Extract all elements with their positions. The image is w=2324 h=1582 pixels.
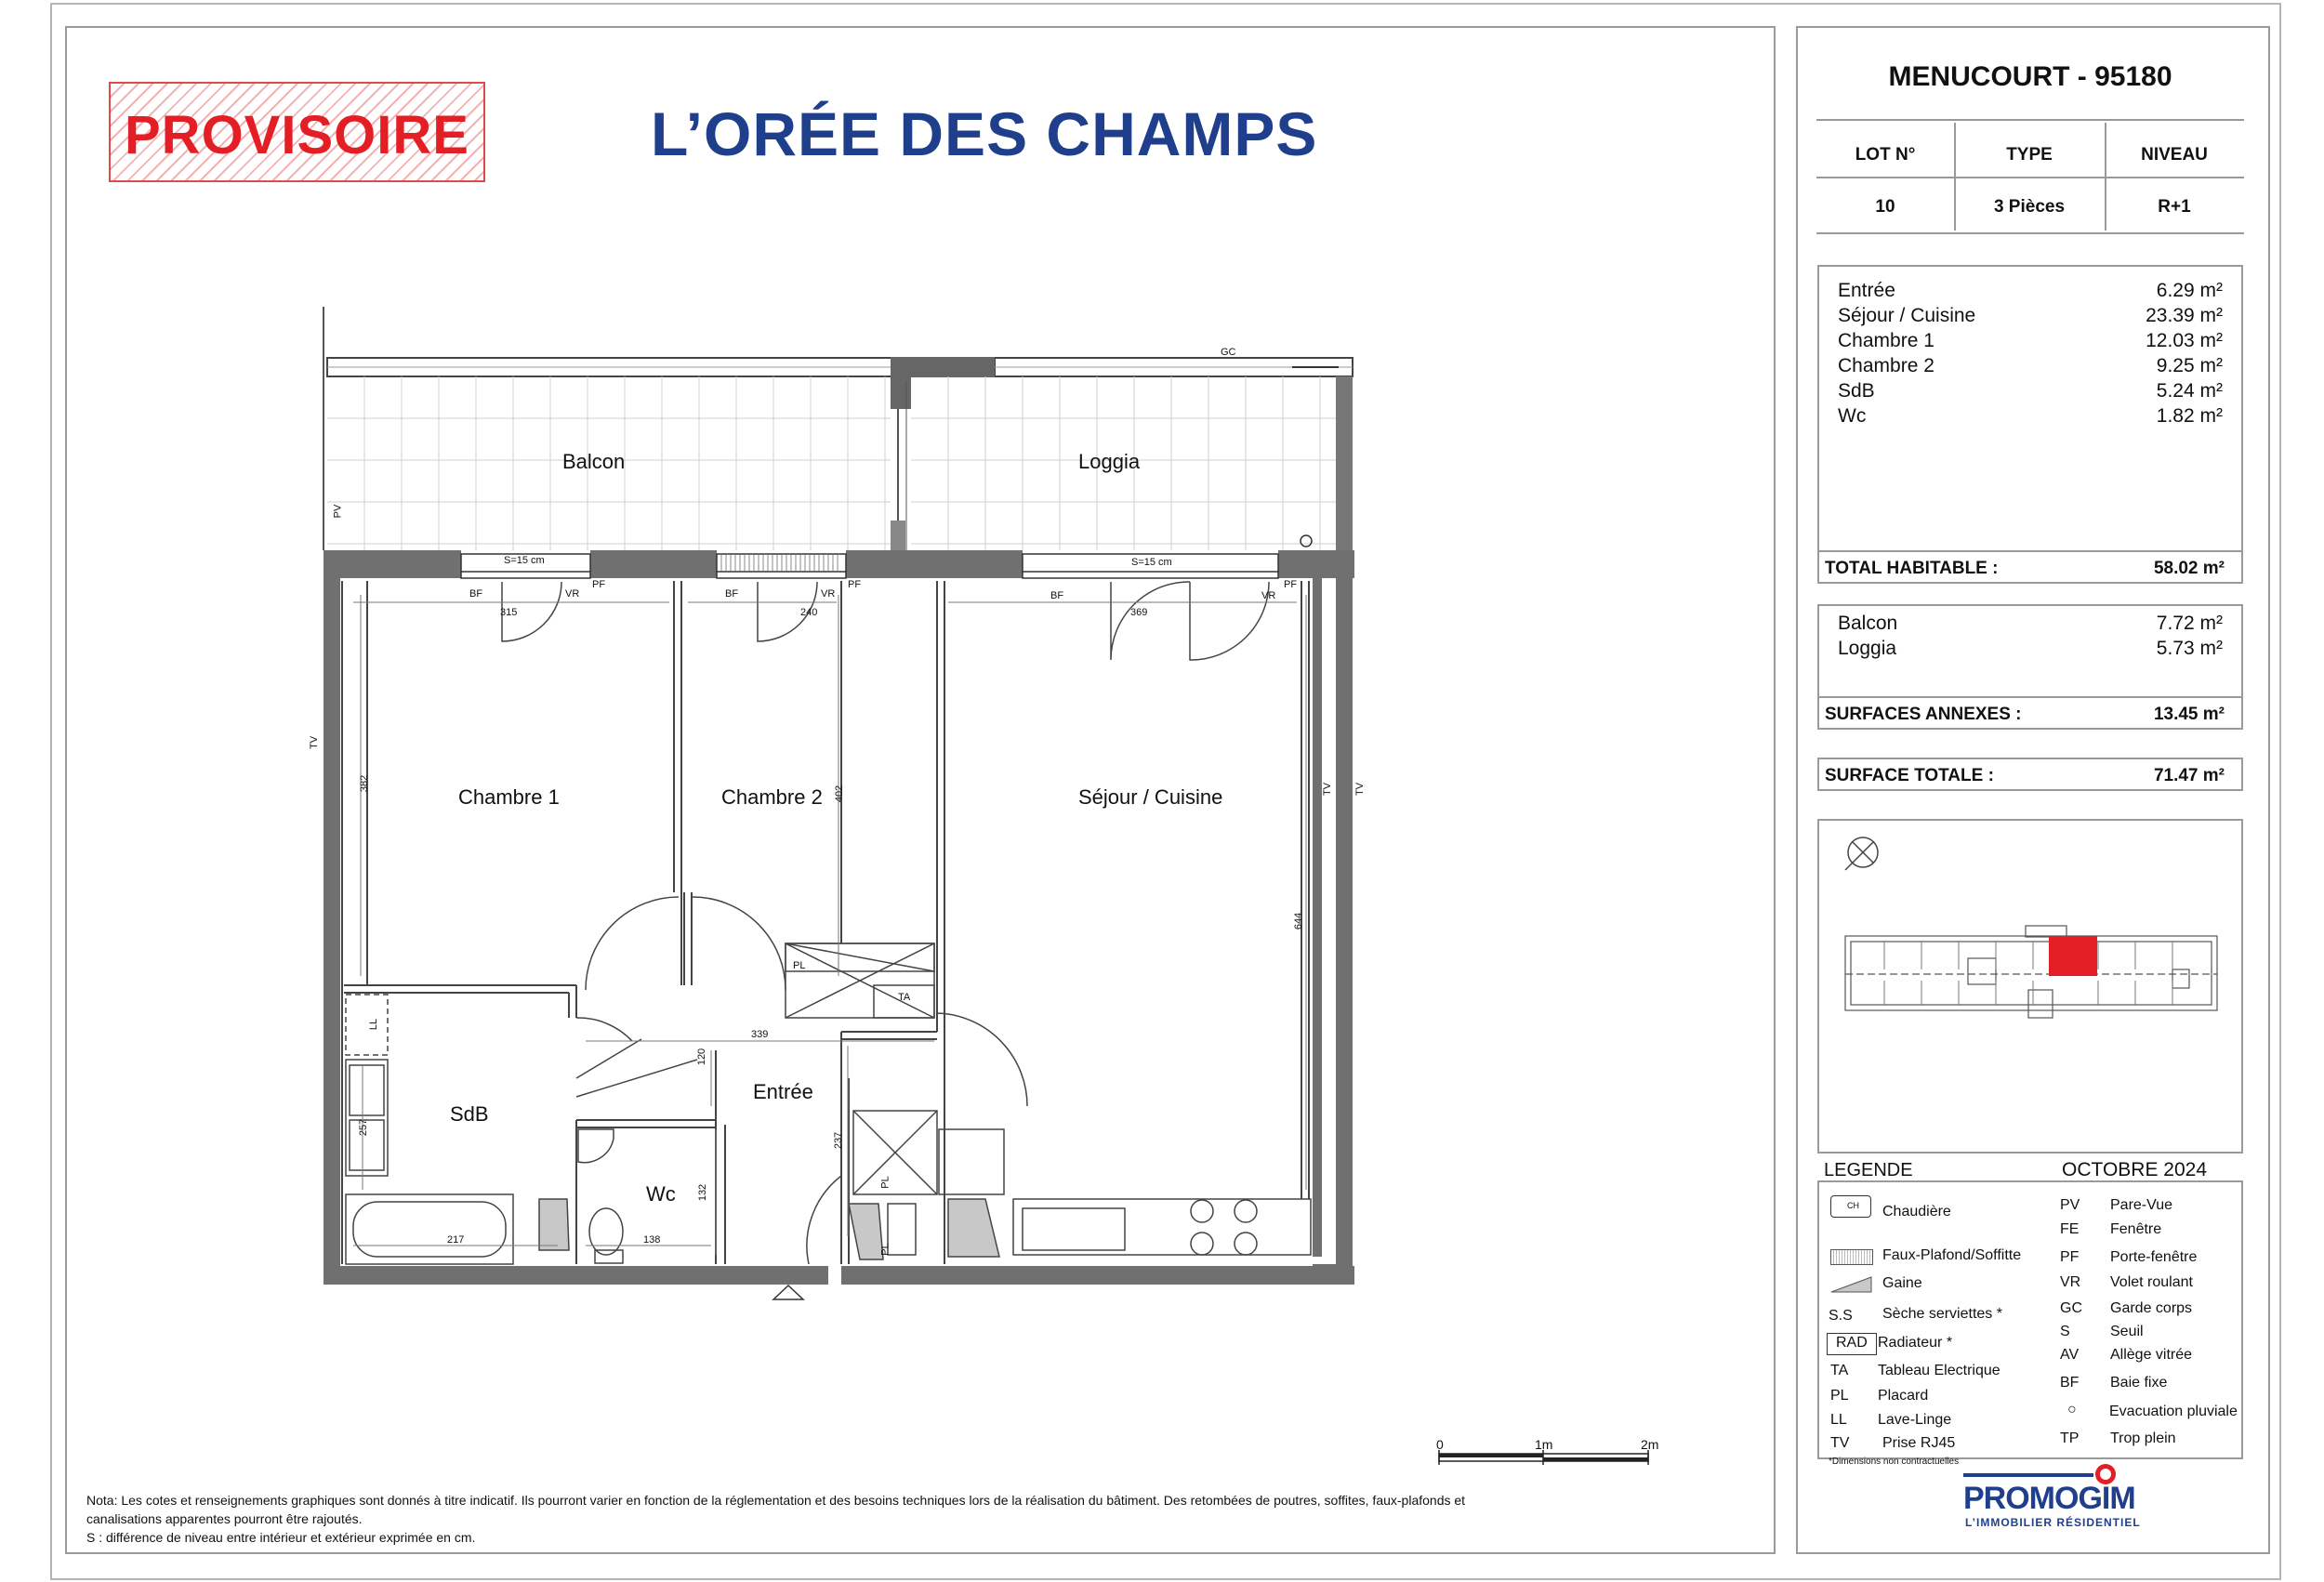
- label-pf-3: PF: [1284, 579, 1298, 590]
- room-label-wc: Wc: [646, 1182, 676, 1206]
- area-label-entree: Entrée: [1838, 280, 1895, 301]
- annex-value-balcon: 7.72 m²: [2156, 613, 2223, 634]
- faux-plafond-icon: [1830, 1249, 1873, 1265]
- label-vr-2: VR: [821, 588, 836, 600]
- label-pv: PV: [332, 504, 344, 519]
- dim-217: 217: [447, 1234, 465, 1246]
- room-label-balcon: Balcon: [562, 450, 626, 473]
- legend-note: *Dimensions non contractuelles: [1829, 1457, 1960, 1467]
- area-label-sejour: Séjour / Cuisine: [1838, 305, 1976, 326]
- interior-walls: [342, 581, 1309, 1264]
- dim-644: 644: [1293, 912, 1305, 930]
- evacuation-pluviale-icon: ○: [2067, 1402, 2077, 1417]
- label-pl-3: PL: [879, 1243, 891, 1256]
- legend-code-pl: PL: [1830, 1388, 1849, 1404]
- total-habitable-value: 58.02 m²: [2153, 559, 2225, 578]
- room-label-loggia: Loggia: [1078, 450, 1141, 473]
- surfaces-annexes-value: 13.45 m²: [2153, 705, 2225, 724]
- lot-table: [1816, 123, 2244, 234]
- footer-note-line2: canalisations apparentes pourront être rajoutés.: [86, 1511, 363, 1526]
- balcony-area: [324, 307, 1353, 550]
- legend-title: LEGENDE: [1824, 1160, 1913, 1180]
- brand-name: PROMOGIM: [1963, 1481, 2135, 1516]
- legend-label-baie-fixe: Baie fixe: [2110, 1375, 2168, 1391]
- label-vr-3: VR: [1261, 590, 1276, 601]
- dim-402: 402: [834, 784, 846, 803]
- total-habitable-label: TOTAL HABITABLE :: [1825, 559, 1999, 578]
- total-habitable-row: [1819, 550, 2241, 584]
- dim-257: 257: [358, 1118, 370, 1137]
- room-label-chambre1: Chambre 1: [458, 785, 560, 809]
- lot-highlight: [2049, 936, 2097, 976]
- label-seuil-2: S=15 cm: [1131, 557, 1172, 568]
- legend-label-chaudiere: Chaudière: [1882, 1204, 1951, 1219]
- lot-number: 10: [1875, 197, 1895, 217]
- label-bf-1: BF: [469, 588, 483, 600]
- label-bf-2: BF: [725, 588, 739, 600]
- dim-240: 240: [800, 607, 818, 618]
- dim-339: 339: [751, 1029, 769, 1040]
- legend-code-ll: LL: [1830, 1412, 1847, 1428]
- col-niveau-header: NIVEAU: [2141, 145, 2208, 165]
- col-lot-header: LOT N°: [1855, 145, 1916, 165]
- room-label-entree: Entrée: [753, 1080, 813, 1103]
- label-bf-3: BF: [1050, 590, 1064, 601]
- surface-totale-value: 71.47 m²: [2153, 766, 2225, 785]
- legend-code-tv: TV: [1830, 1435, 1850, 1451]
- legend-label-trop-plein: Trop plein: [2110, 1430, 2176, 1446]
- areas-box: [1817, 265, 2243, 584]
- area-label-sdb: SdB: [1838, 380, 1875, 402]
- annex-value-loggia: 5.73 m²: [2156, 638, 2223, 659]
- surface-totale-box: [1817, 758, 2243, 791]
- label-pl-2: PL: [879, 1176, 891, 1189]
- label-ta: TA: [898, 992, 911, 1003]
- dim-315: 315: [500, 607, 518, 618]
- label-seuil-1: S=15 cm: [504, 555, 545, 566]
- area-value-chambre1: 12.03 m²: [2146, 330, 2223, 351]
- annex-label-loggia: Loggia: [1838, 638, 1897, 659]
- label-tv-3: TV: [1354, 782, 1367, 797]
- legend-label-placard: Placard: [1878, 1388, 1929, 1404]
- dim-138: 138: [643, 1234, 661, 1246]
- surfaces-annexes-row: [1819, 696, 2241, 730]
- building-outline: [1845, 926, 2217, 1018]
- scale-label-2m: 2m: [1641, 1437, 1659, 1452]
- lot-type: 3 Pièces: [1993, 197, 2066, 217]
- surfaces-annexes-label: SURFACES ANNEXES :: [1825, 705, 2022, 724]
- lot-table-hline: [1816, 177, 2244, 178]
- label-pf-1: PF: [592, 579, 606, 590]
- legend-label-porte-fenetre: Porte-fenêtre: [2110, 1249, 2198, 1265]
- scale-bar: [1439, 1450, 1648, 1465]
- room-label-chambre2: Chambre 2: [721, 785, 823, 809]
- legend-code-ta: TA: [1830, 1363, 1849, 1378]
- dim-369: 369: [1130, 607, 1148, 618]
- legend-code-av: AV: [2060, 1347, 2080, 1363]
- annex-label-balcon: Balcon: [1838, 613, 1898, 634]
- legend-label-tableau: Tableau Electrique: [1878, 1363, 2000, 1378]
- dim-120: 120: [696, 1048, 708, 1066]
- promogim-logo: [1963, 1462, 2141, 1538]
- legend-date: OCTOBRE 2024: [2062, 1159, 2208, 1180]
- key-plan: [1819, 821, 2241, 1152]
- north-compass-icon: [1845, 837, 1878, 870]
- legend-label-allege-vitree: Allège vitrée: [2110, 1347, 2193, 1363]
- legend-label-faux-plafond: Faux-Plafond/Soffitte: [1882, 1247, 2022, 1263]
- project-title: L’ORÉE DES CHAMPS: [651, 99, 1318, 168]
- legend-code-vr: VR: [2060, 1274, 2081, 1290]
- area-value-sejour: 23.39 m²: [2146, 305, 2223, 326]
- legend-code-ss: S.S: [1829, 1308, 1853, 1324]
- legend-code-s: S: [2060, 1324, 2070, 1339]
- area-value-entree: 6.29 m²: [2156, 280, 2223, 301]
- room-label-sdb: SdB: [450, 1102, 489, 1126]
- legend-label-radiateur: Radiateur *: [1878, 1335, 1953, 1351]
- lot-niveau: R+1: [2158, 197, 2191, 217]
- label-gc: GC: [1221, 347, 1236, 358]
- area-value-chambre2: 9.25 m²: [2156, 355, 2223, 376]
- surface-totale-label: SURFACE TOTALE :: [1825, 766, 1994, 785]
- legend-code-fe: FE: [2060, 1221, 2080, 1237]
- label-pl-1: PL: [793, 960, 806, 971]
- gaine-icon: [1830, 1275, 1873, 1294]
- annexes-box: [1817, 604, 2243, 730]
- legend-label-evacuation: Evacuation pluviale: [2109, 1404, 2238, 1419]
- brand-tagline: L’IMMOBILIER RÉSIDENTIEL: [1965, 1516, 2141, 1529]
- legend-label-pare-vue: Pare-Vue: [2110, 1197, 2172, 1213]
- label-tv-2: TV: [1322, 782, 1334, 797]
- area-label-chambre1: Chambre 1: [1838, 330, 1934, 351]
- panel-header: [1816, 56, 2244, 121]
- fixtures: [346, 943, 1311, 1264]
- chaudiere-icon-mark: CH: [1847, 1201, 1859, 1210]
- dim-132: 132: [697, 1183, 709, 1202]
- logo-bar: [1963, 1473, 2093, 1477]
- label-ll: LL: [368, 1018, 380, 1031]
- legend-label-gaine: Gaine: [1882, 1275, 1922, 1291]
- dim-237: 237: [833, 1131, 845, 1150]
- area-label-wc: Wc: [1838, 405, 1867, 427]
- legend-label-seuil: Seuil: [2110, 1324, 2144, 1339]
- legend-label-prise-rj45: Prise RJ45: [1882, 1435, 1956, 1451]
- room-label-sejour: Séjour / Cuisine: [1078, 785, 1223, 809]
- dimension-lines: [353, 595, 1306, 1255]
- legend-label-garde-corps: Garde corps: [2110, 1300, 2193, 1316]
- dim-382: 382: [359, 774, 371, 793]
- legend-code-pf: PF: [2060, 1249, 2080, 1265]
- legend-label-seche-serviettes: Sèche serviettes *: [1882, 1306, 2002, 1322]
- footer-note-line3: S : différence de niveau entre intérieur et extérieur exprimée en cm.: [86, 1530, 476, 1545]
- scale-label-0: 0: [1436, 1437, 1444, 1452]
- logo-dot-core: [2100, 1469, 2111, 1480]
- legend-label-fenetre: Fenêtre: [2110, 1221, 2162, 1237]
- label-vr-1: VR: [565, 588, 580, 600]
- col-type-header: TYPE: [2006, 145, 2053, 165]
- city-title: MENUCOURT - 95180: [1888, 61, 2172, 92]
- legend-code-bf: BF: [2060, 1375, 2080, 1391]
- provisoire-text: PROVISOIRE: [125, 105, 469, 165]
- scale-label-1m: 1m: [1535, 1437, 1553, 1452]
- legend-code-pv: PV: [2060, 1197, 2080, 1213]
- entry-arrow-icon: [773, 1285, 803, 1299]
- label-tv-1: TV: [309, 735, 321, 750]
- label-pf-2: PF: [848, 579, 862, 590]
- footer-note-line1: Nota: Les cotes et renseignements graphiques sont donnés à titre indicatif. Ils pourront varier en fonction de la réglementation et des besoins techniques lors de la réalisation du bâtiment. Des retombées de poutres, soffites, faux-plafonds et: [86, 1493, 1466, 1508]
- key-plan-box: [1817, 819, 2243, 1154]
- legend-code-gc: GC: [2060, 1300, 2082, 1316]
- area-value-wc: 1.82 m²: [2156, 405, 2223, 427]
- chaudiere-icon: [1830, 1195, 1871, 1218]
- legend-box: [1817, 1180, 2243, 1459]
- legend-label-volet-roulant: Volet roulant: [2110, 1274, 2193, 1290]
- legend-label-lave-linge: Lave-Linge: [1878, 1412, 1952, 1428]
- legend-code-rad: RAD: [1836, 1335, 1868, 1351]
- legend-code-tp: TP: [2060, 1430, 2080, 1446]
- area-value-sdb: 5.24 m²: [2156, 380, 2223, 402]
- area-label-chambre2: Chambre 2: [1838, 355, 1934, 376]
